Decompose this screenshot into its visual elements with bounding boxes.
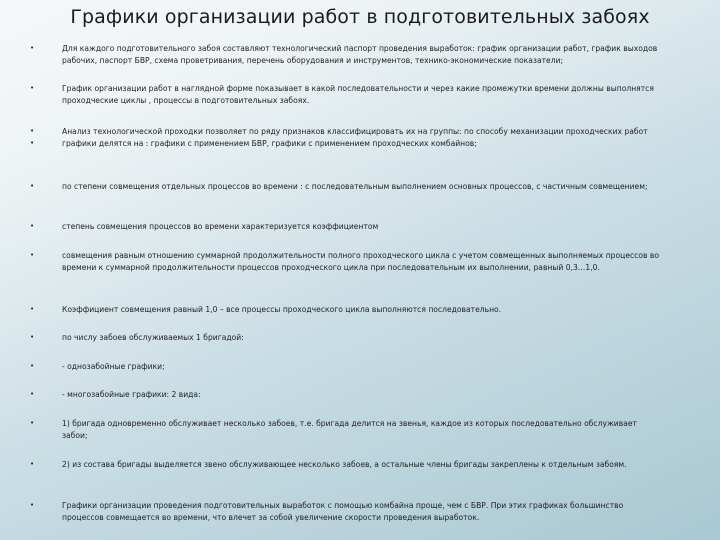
bullet-marker: •	[30, 390, 35, 398]
list-item: Графики организации проведения подготовительных выработок с помощью комбайна проще, чем с БВР. При этих графиках большинство процессов совмещается во времени, что влечет за собой увеличение скорости проведения выработок.	[62, 501, 624, 522]
list-item: степень совмещения процессов во времени характеризуется коэффициентом	[62, 222, 379, 231]
bullet-marker: •	[30, 333, 35, 341]
bullet-marker: •	[30, 222, 35, 230]
bullet-marker: •	[30, 182, 35, 190]
list-item: - однозабойные графики;	[62, 362, 165, 371]
list-item: совмещения равным отношению суммарной продолжительности полного проходческого цикла с учетом совмещенных выполняемых процессов во времени к суммарной продолжительности процессов проходческого цикла при последовательным их выполнении, равный 0,3…1,0.	[62, 251, 659, 272]
list-item: Анализ технологической проходки позволяет по ряду признаков классифицировать их на группы: по способу механизации проходческих работ графики делятся на : графики с применением БВР, графики с применением проходческих комбайнов;	[62, 127, 648, 148]
list-item: Коэффициент совмещения равный 1,0 – все процессы проходческого цикла выполняются последовательно.	[62, 305, 502, 314]
bullet-marker: •	[30, 127, 35, 135]
list-item: по степени совмещения отдельных процессов во времени : с последовательным выполнением основных процессов, с частичным совмещением;	[62, 182, 648, 191]
bullet-marker: •	[30, 362, 35, 370]
bullet-marker: •	[30, 419, 35, 427]
list-item: График организации работ в наглядной форме показывает в какой последовательности и через какие промежутки времени должны выполнятся проходческие циклы , процессы в подготовительных забоях.	[62, 84, 654, 105]
list-item: Для каждого подготовительного забоя составляют технологический паспорт проведения выработок: график организации работ, график выходов рабочих, паспорт БВР, схема проветривания, перечень оборудования и инструментов, технико-экономические показатели;	[62, 44, 658, 65]
list-item: - многозабойные графики: 2 вида:	[62, 390, 201, 399]
bullet-marker: •	[30, 305, 35, 313]
page-title: Графики организации работ в подготовительных забоях	[70, 6, 650, 28]
list-item: по числу забоев обслуживаемых 1 бригадой:	[62, 333, 244, 342]
list-item: 2) из состава бригады выделяется звено обслуживающее несколько забоев, а остальные члены бригады закреплены к отдельным забоям.	[62, 460, 627, 469]
list-item: 1) бригада одновременно обслуживает несколько забоев, т.е. бригада делится на звенья, каждое из которых последовательно обслуживает забои;	[62, 419, 637, 440]
bullet-marker: •	[30, 251, 35, 259]
bullet-marker: •	[30, 139, 35, 147]
bullet-marker: •	[30, 460, 35, 468]
bullet-marker: •	[30, 84, 35, 92]
bullet-marker: •	[30, 501, 35, 509]
bullet-marker: •	[30, 44, 35, 52]
